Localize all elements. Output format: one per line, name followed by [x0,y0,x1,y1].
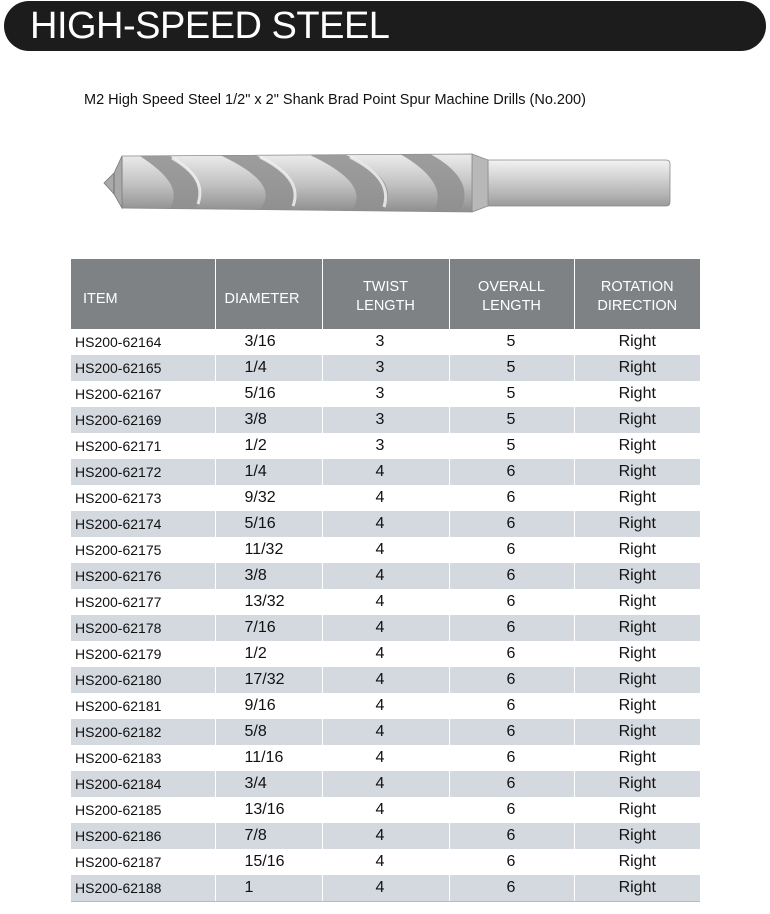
cell-diameter: 7/16 [215,615,322,641]
header-item: ITEM [71,259,215,329]
cell-rotation-direction: Right [574,771,700,797]
cell-overall-length: 6 [449,745,574,771]
cell-diameter: 17/32 [215,667,322,693]
cell-twist-length: 4 [322,667,449,693]
table-row [71,563,700,589]
cell-overall-length: 6 [449,563,574,589]
cell-item: HS200-62175 [75,542,162,558]
spec-table [71,259,700,902]
cell-rotation-direction: Right [574,433,700,459]
cell-diameter: 5/8 [215,719,322,745]
cell-item: HS200-62169 [71,407,215,433]
cell-twist-length: 4 [322,511,449,537]
cell-twist-length: 3 [322,433,449,459]
section-title: HIGH-SPEED STEEL [30,5,390,47]
cell-item: HS200-62182 [71,719,215,745]
cell-item: HS200-62167 [75,386,162,402]
cell-diameter: 9/16 [215,693,322,719]
cell-overall-length: 6 [449,823,574,849]
cell-diameter: 11/32 [215,537,322,563]
cell-item: HS200-62188 [71,875,215,902]
cell-twist-length: 4 [322,849,449,875]
cell-twist-length: 4 [322,537,449,563]
cell-item: HS200-62179 [75,646,162,662]
cell-diameter: 15/16 [215,849,322,875]
cell-twist-length: 3 [322,355,449,381]
cell-rotation-direction: Right [574,329,700,355]
cell-twist-length: 4 [322,485,449,511]
cell-item: HS200-62185 [75,802,162,818]
cell-diameter: 1/4 [215,355,322,381]
cell-overall-length: 6 [449,667,574,693]
cell-rotation-direction: Right [574,615,700,641]
cell-twist-length: 4 [322,771,449,797]
cell-item: HS200-62176 [71,563,215,589]
cell-rotation-direction: Right [574,641,700,667]
cell-diameter: 11/16 [215,745,322,771]
cell-overall-length: 6 [449,589,574,615]
cell-diameter: 3/8 [215,407,322,433]
cell-overall-length: 5 [449,433,574,459]
table-row [71,875,700,902]
cell-twist-length: 3 [322,407,449,433]
table-row [71,719,700,745]
header-overall-length: OVERALL LENGTH [449,259,574,329]
table-row [71,381,700,407]
cell-item: HS200-62184 [71,771,215,797]
cell-rotation-direction: Right [574,693,700,719]
header-diameter: DIAMETER [215,259,322,329]
cell-diameter: 13/32 [215,589,322,615]
cell-rotation-direction: Right [574,875,700,902]
cell-rotation-direction: Right [574,745,700,771]
cell-twist-length: 4 [322,459,449,485]
cell-diameter: 13/16 [215,797,322,823]
cell-rotation-direction: Right [574,537,700,563]
cell-diameter: 9/32 [215,485,322,511]
table-row [71,355,700,381]
table-row [71,485,700,511]
cell-twist-length: 4 [322,823,449,849]
cell-diameter: 5/16 [215,511,322,537]
cell-twist-length: 4 [322,589,449,615]
cell-rotation-direction: Right [574,355,700,381]
cell-rotation-direction: Right [574,563,700,589]
cell-diameter: 1/4 [215,459,322,485]
cell-overall-length: 6 [449,771,574,797]
cell-item: HS200-62174 [71,511,215,537]
cell-rotation-direction: Right [574,381,700,407]
cell-rotation-direction: Right [574,459,700,485]
cell-rotation-direction: Right [574,511,700,537]
section-banner [4,1,766,51]
table-row [71,433,700,459]
cell-item: HS200-62181 [75,698,162,714]
table-row [71,329,700,355]
table-header-row [71,259,700,329]
cell-twist-length: 4 [322,797,449,823]
cell-rotation-direction: Right [574,797,700,823]
table-row [71,667,700,693]
cell-item: HS200-62177 [75,594,162,610]
table-row [71,589,700,615]
cell-overall-length: 6 [449,719,574,745]
table-row [71,771,700,797]
table-row [71,693,700,719]
cell-rotation-direction: Right [574,407,700,433]
table-row [71,459,700,485]
cell-rotation-direction: Right [574,485,700,511]
cell-rotation-direction: Right [574,823,700,849]
product-title: M2 High Speed Steel 1/2" x 2" Shank Brad Point Spur Machine Drills (No.200) [84,92,586,108]
cell-item: HS200-62180 [71,667,215,693]
cell-overall-length: 6 [449,511,574,537]
table-row [71,641,700,667]
cell-item: HS200-62164 [75,334,162,350]
cell-rotation-direction: Right [574,849,700,875]
cell-rotation-direction: Right [574,719,700,745]
table-row [71,797,700,823]
cell-overall-length: 6 [449,849,574,875]
cell-overall-length: 6 [449,875,574,902]
cell-rotation-direction: Right [574,667,700,693]
table-row [71,511,700,537]
cell-diameter: 1/2 [215,641,322,667]
cell-overall-length: 6 [449,641,574,667]
cell-overall-length: 5 [449,355,574,381]
cell-item: HS200-62165 [71,355,215,381]
drill-bit-image [100,146,675,216]
cell-overall-length: 6 [449,459,574,485]
table-row [71,615,700,641]
table-row [71,537,700,563]
cell-diameter: 3/4 [215,771,322,797]
cell-item: HS200-62186 [71,823,215,849]
cell-twist-length: 3 [322,329,449,355]
cell-overall-length: 6 [449,615,574,641]
cell-overall-length: 6 [449,485,574,511]
cell-twist-length: 4 [322,641,449,667]
header-rotation-direction: ROTATION DIRECTION [574,259,700,329]
cell-twist-length: 4 [322,615,449,641]
cell-rotation-direction: Right [574,589,700,615]
cell-diameter: 7/8 [215,823,322,849]
cell-diameter: 3/8 [215,563,322,589]
cell-twist-length: 4 [322,745,449,771]
header-twist-length: TWIST LENGTH [322,259,449,329]
cell-twist-length: 4 [322,563,449,589]
table-row [71,745,700,771]
cell-item: HS200-62171 [75,438,162,454]
table-row [71,849,700,875]
cell-diameter: 1/2 [215,433,322,459]
cell-overall-length: 5 [449,381,574,407]
cell-overall-length: 6 [449,797,574,823]
cell-item: HS200-62173 [75,490,162,506]
cell-overall-length: 6 [449,693,574,719]
cell-twist-length: 3 [322,381,449,407]
cell-diameter: 5/16 [215,381,322,407]
cell-item: HS200-62172 [71,459,215,485]
cell-twist-length: 4 [322,875,449,902]
cell-overall-length: 5 [449,329,574,355]
cell-item: HS200-62178 [71,615,215,641]
cell-twist-length: 4 [322,693,449,719]
table-row [71,823,700,849]
cell-item: HS200-62187 [75,854,162,870]
cell-item: HS200-62183 [75,750,162,766]
cell-diameter: 1 [215,875,322,902]
cell-overall-length: 5 [449,407,574,433]
cell-diameter: 3/16 [215,329,322,355]
cell-twist-length: 4 [322,719,449,745]
table-row [71,407,700,433]
cell-overall-length: 6 [449,537,574,563]
